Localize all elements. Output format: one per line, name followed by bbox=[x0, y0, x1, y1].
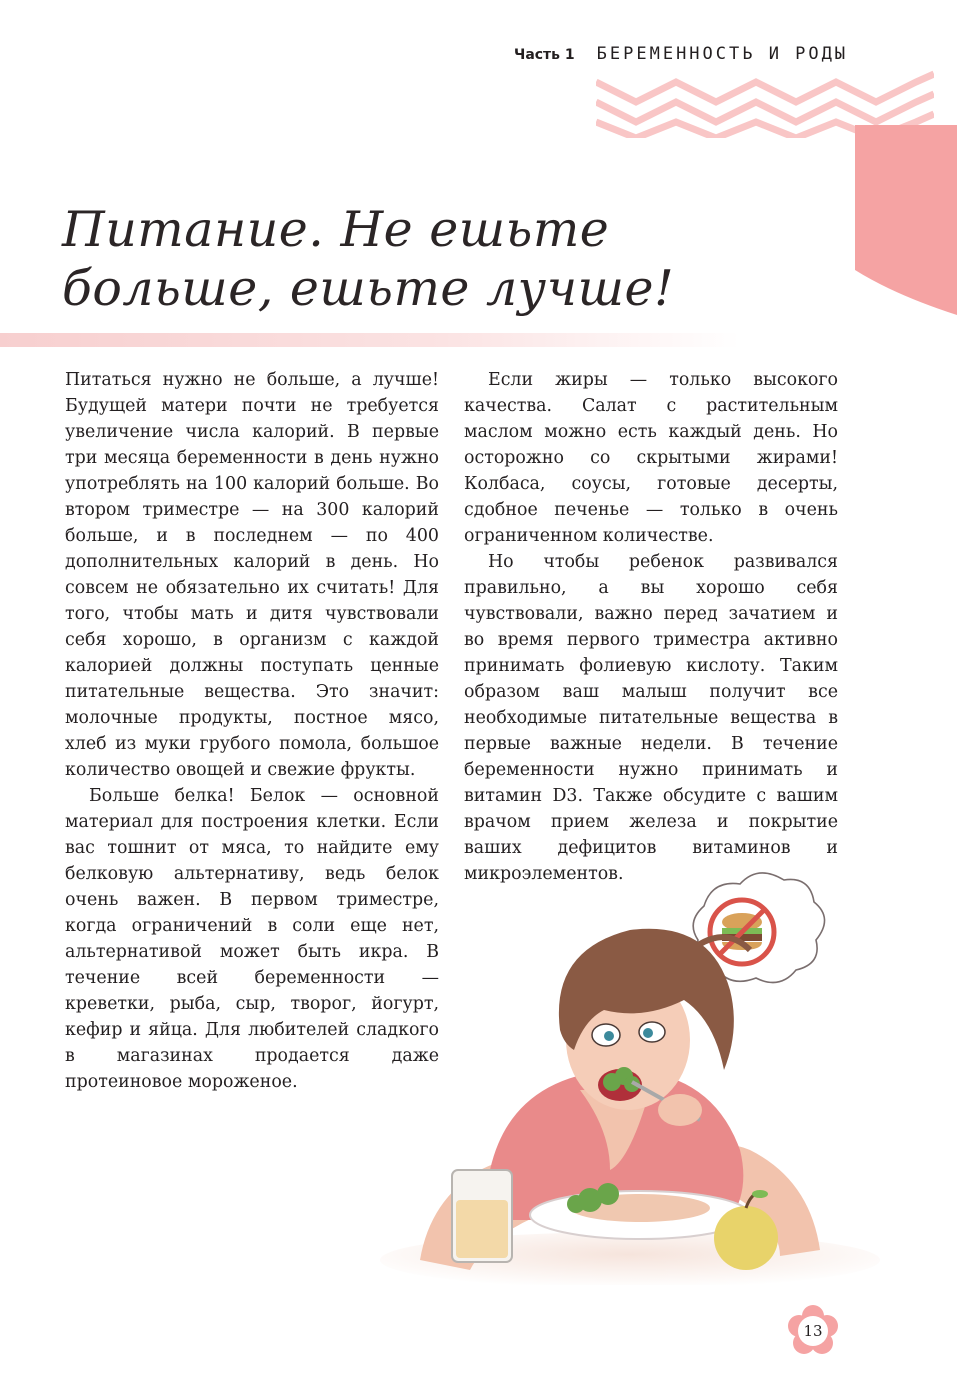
text-column-right bbox=[464, 367, 838, 887]
page-number: 13 bbox=[803, 1322, 823, 1340]
woman-eating-illustration bbox=[380, 870, 880, 1285]
paragraph: Но чтобы ребенок развивался правильно, а вы хорошо себя чувствовали, важно перед зачатием и во время первого триместра активно принимать фолиевую кислоту. Таким образом ваш малыш получит все необходимые питательные вещества в первые важные недели. В течение беременности нужно принимать и витамин D3. Также обсудите с вашим врачом прием железа и покрытие ваших дефицитов витаминов и микроэлементов. bbox=[464, 552, 838, 884]
bookmark-tab bbox=[855, 125, 957, 321]
title-line-1: Питание. Не ешьте bbox=[62, 201, 610, 258]
paragraph: Питаться нужно не больше, а лучше! Будущей матери почти не требуется увеличение числа калорий. В первые три месяца беременности в день нужно употреблять на 100 калорий больше. Во втором триместре — на 300 калорий больше, и в последнем — по 400 дополнительных калорий в день. Но совсем не обязательно их считать! Для того, чтобы мать и дитя чувствовали себя хорошо, в организм с каждой калорией должны поступать ценные питательные вещества. Это значит: молочные продукты, постное мясо, хлеб из муки грубого помола, большое количество овощей и свежие фрукты. bbox=[65, 370, 439, 780]
running-header bbox=[514, 44, 848, 64]
title-underline bbox=[0, 333, 740, 347]
header-part-label: Часть 1 bbox=[514, 47, 575, 63]
header-section-title: БЕРЕМЕННОСТЬ И РОДЫ bbox=[596, 44, 849, 64]
no-burger-icon bbox=[710, 900, 774, 964]
page-title bbox=[62, 200, 674, 318]
paragraph: Больше белка! Белок — основной материал для построения клетки. Если вас тошнит от мяса, то найдите ему белковую альтернативу, ведь белок очень важен. В первом триместре, когда ограничений в соли еще нет, альтернативой может быть икра. В течение всей беременности — креветки, рыба, сыр, творог, йогурт, кефир и яйца. Для любителей сладкого в магазинах продается даже протеиновое мороженое. bbox=[65, 786, 439, 1092]
page-number-badge bbox=[786, 1304, 840, 1358]
title-line-2: больше, ешьте лучше! bbox=[62, 260, 675, 317]
paragraph: Если жиры — только высокого качества. Салат с растительным маслом можно есть каждый день. Но осторожно со скрытыми жирами! Колбаса, соусы, готовые десерты, сдобное печенье — только в очень ограниченном количестве. bbox=[464, 370, 838, 546]
